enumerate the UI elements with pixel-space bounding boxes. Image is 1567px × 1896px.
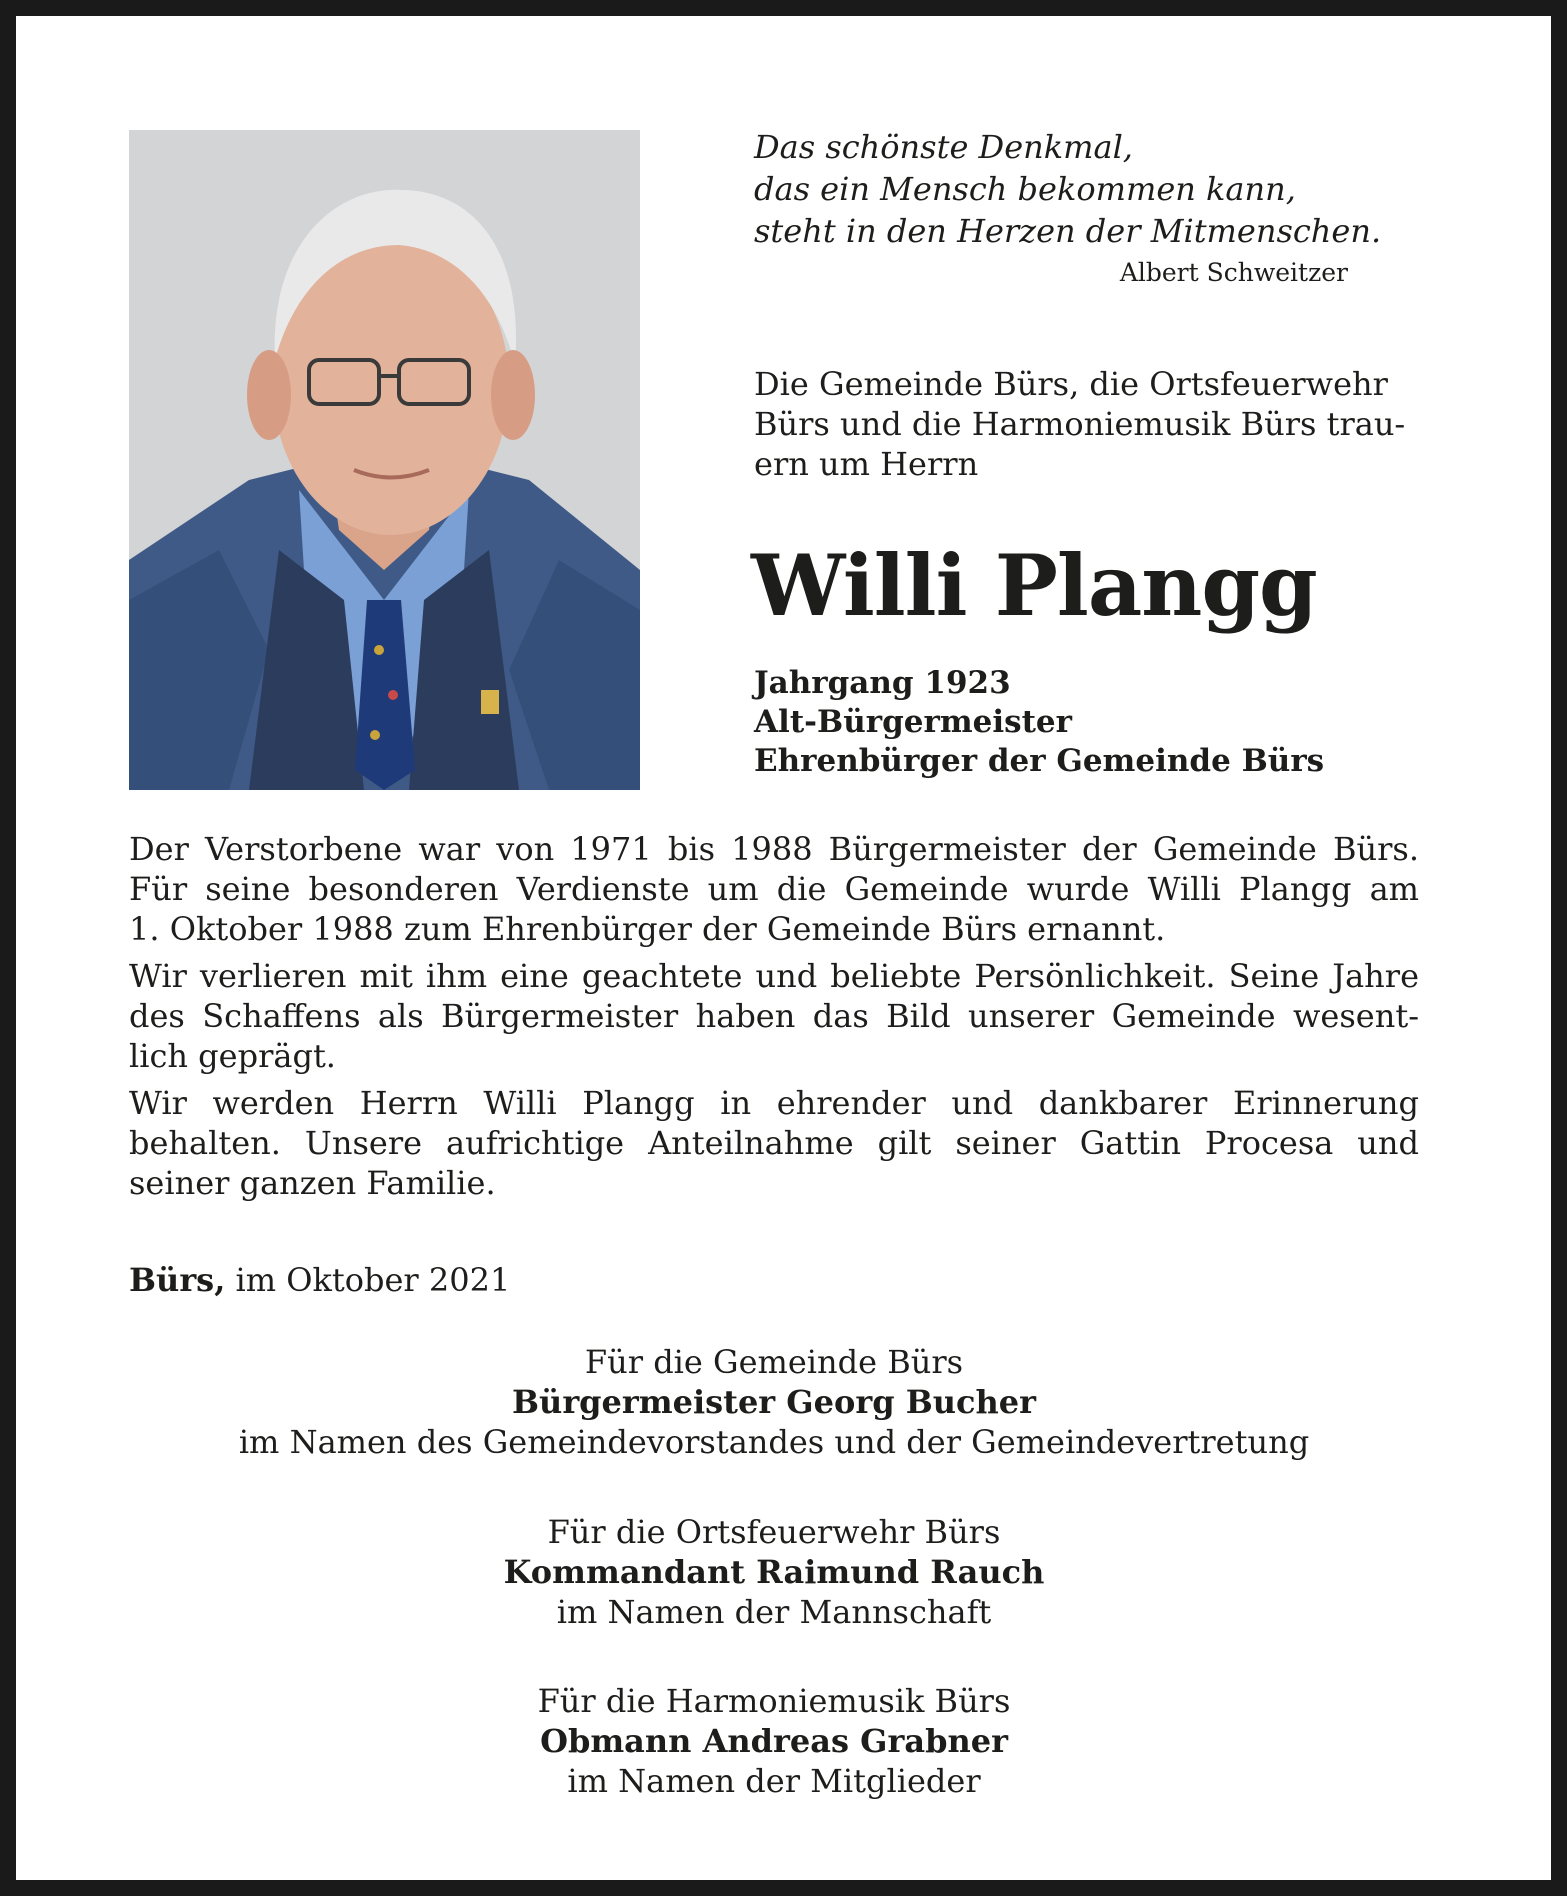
fact-birth-year: Jahrgang 1923 xyxy=(754,665,1011,701)
signature-org: Für die Ortsfeuerwehr Bürs xyxy=(547,1513,1001,1551)
intro-line: Die Gemeinde Bürs, die Ortsfeuerwehr xyxy=(754,365,1388,403)
body-line: Für seine besonderen Verdienste um die Gemeinde wurde Willi Plangg am xyxy=(129,870,1419,908)
body-line: Der Verstorbene war von 1971 bis 1988 Bürgermeister der Gemeinde Bürs. xyxy=(129,830,1419,868)
motto-line: Das schönste Denkmal, xyxy=(754,128,1133,166)
signature-person: Kommandant Raimund Rauch xyxy=(503,1553,1045,1591)
motto-quote xyxy=(754,126,1394,252)
fact-title: Alt-Bürgermeister xyxy=(754,704,1072,740)
body-line: Wir werden Herrn Willi Plangg in ehrender und dankbarer Erinnerung xyxy=(129,1084,1419,1122)
place-date xyxy=(129,1260,510,1300)
body-paragraph xyxy=(129,1083,1419,1203)
body-line: des Schaffens als Bürgermeister haben das Bild unserer Gemeinde wesent- xyxy=(129,997,1419,1035)
intro-line: Bürs und die Harmoniemusik Bürs trau- xyxy=(754,405,1406,443)
deceased-facts xyxy=(754,664,1454,781)
intro-line: ern um Herrn xyxy=(754,445,979,483)
fact-honor: Ehrenbürger der Gemeinde Bürs xyxy=(754,743,1325,779)
signature-person: Bürgermeister Georg Bucher xyxy=(512,1383,1036,1421)
body-paragraph xyxy=(129,956,1419,1076)
body-line: lich geprägt. xyxy=(129,1037,336,1075)
obituary-page xyxy=(16,16,1551,1880)
place: Bürs, xyxy=(129,1261,226,1299)
date: im Oktober 2021 xyxy=(235,1261,511,1299)
motto-author: Albert Schweitzer xyxy=(1119,258,1348,287)
signature-note: im Namen der Mitglieder xyxy=(567,1762,981,1800)
signature-block xyxy=(129,1342,1419,1462)
signature-block xyxy=(129,1681,1419,1801)
motto-line: das ein Mensch bekommen kann, xyxy=(754,170,1296,208)
portrait-photo xyxy=(129,130,640,790)
signature-note: im Namen der Mannschaft xyxy=(556,1593,992,1631)
deceased-name: Willi Plangg xyxy=(751,536,1317,635)
intro-text xyxy=(754,364,1434,484)
signature-org: Für die Gemeinde Bürs xyxy=(584,1343,964,1381)
signature-block xyxy=(129,1512,1419,1632)
body-line: seiner ganzen Familie. xyxy=(129,1164,496,1202)
body-line: Wir verlieren mit ihm eine geachtete und beliebte Persönlichkeit. Seine Jahre xyxy=(129,957,1419,995)
body-paragraph xyxy=(129,829,1419,949)
signature-person: Obmann Andreas Grabner xyxy=(540,1722,1008,1760)
motto-line: steht in den Herzen der Mitmenschen. xyxy=(754,212,1382,250)
body-line: 1. Oktober 1988 zum Ehrenbürger der Gemeinde Bürs ernannt. xyxy=(129,910,1166,948)
signature-org: Für die Harmoniemusik Bürs xyxy=(537,1682,1011,1720)
signature-note: im Namen des Gemeindevorstandes und der Gemeindevertretung xyxy=(238,1423,1310,1461)
body-line: behalten. Unsere aufrichtige Anteilnahme gilt seiner Gattin Procesa und xyxy=(129,1124,1419,1162)
obituary-body xyxy=(129,829,1419,1210)
portrait-illustration xyxy=(129,130,640,790)
